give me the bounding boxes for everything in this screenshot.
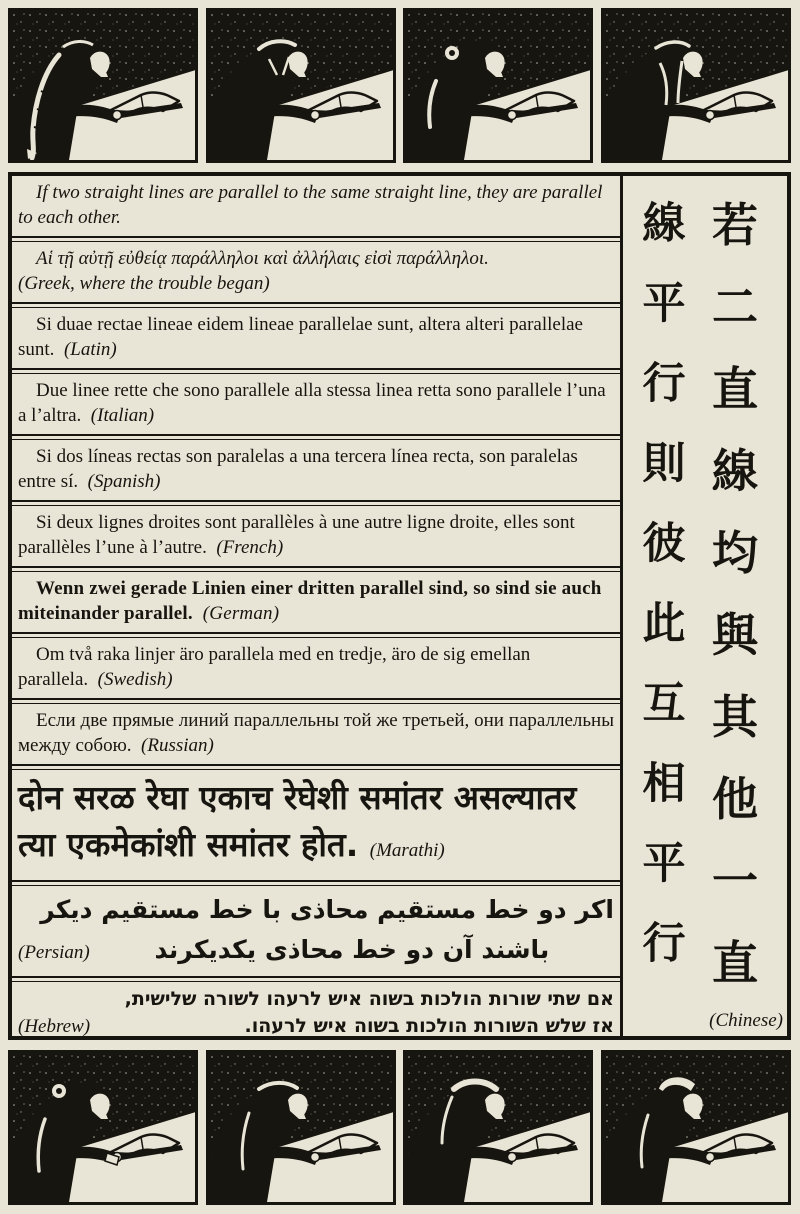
theorem-frame: [8, 172, 791, 1040]
statement-text-english: [18, 180, 614, 230]
chinese-character: 則: [642, 439, 686, 489]
statement-text: Due linee rette che sono parallele alla stessa linea retta sono parallele l’una a l’altra.: [18, 380, 606, 426]
reading-child-bun-icon: [406, 11, 590, 160]
top-panel-girl-braid-illustration: [8, 8, 198, 163]
chinese-outer-column: [693, 184, 777, 1004]
statement-italian: [12, 374, 620, 434]
reading-child-bun2-icon: [11, 1053, 195, 1202]
chinese-character: 互: [642, 679, 686, 729]
statement-russian: [12, 704, 620, 764]
chinese-column: [623, 176, 787, 1036]
top-illustration-strip: [8, 8, 791, 164]
statement-text-italian: [18, 378, 614, 428]
statement-text: If two straight lines are parallel to the same straight line, they are parallel to each other.: [18, 182, 603, 228]
statement-marathi: [12, 770, 620, 880]
chinese-character: 他: [712, 772, 758, 826]
reading-child-boy-icon: [209, 11, 393, 160]
language-label-latin: (Latin): [63, 339, 117, 360]
reading-child-braid-icon: [11, 11, 195, 160]
reading-child-boy2-icon: [209, 1053, 393, 1202]
statement-text: Si dos líneas rectas son paralelas a una tercera línea recta, son paralelas entre sí.: [18, 446, 578, 492]
language-label-persian: (Persian): [18, 942, 90, 963]
statement-german: [12, 572, 620, 632]
chinese-character: 與: [712, 608, 758, 662]
reading-child-skullcap-icon: [604, 1053, 788, 1202]
bottom-panel-girl-bun-illustration: [8, 1050, 198, 1205]
statement-hebrew: [12, 982, 620, 1036]
top-panel-boy-vest-illustration: [601, 8, 791, 163]
persian-second-line: [18, 930, 614, 970]
statement-text-hebrew-line1: אם שתי שורות הולכות בשוה איש לרעהו לשורה שלישית,: [124, 988, 614, 1010]
language-label-chinese: (Chinese): [709, 1010, 783, 1031]
statement-greek: [12, 242, 620, 302]
statement-text-swedish: [18, 642, 614, 692]
statement-swedish: [12, 638, 620, 698]
language-label-hebrew: (Hebrew): [18, 1016, 91, 1036]
statement-persian: [12, 886, 620, 976]
chinese-character: 平: [642, 279, 686, 329]
chinese-character: 直: [712, 936, 758, 990]
statement-text: त्या एकमेकांशी समांतर होत.: [18, 825, 359, 864]
chinese-character: 均: [712, 526, 758, 580]
chinese-character: 此: [642, 599, 686, 649]
chinese-character: 直: [712, 362, 758, 416]
reading-child-headscarf-icon: [406, 1053, 590, 1202]
bottom-panel-boy-skullcap-illustration: [601, 1050, 791, 1205]
chinese-character: 行: [642, 359, 686, 409]
language-label-german: (German): [202, 603, 280, 624]
chinese-character: 相: [642, 759, 686, 809]
statement-text: Si duae rectae lineae eidem lineae parallelae sunt, altera alteri parallelae sunt.: [18, 314, 583, 360]
statement-text: Αἱ τῇ αὐτῇ εὐθείᾳ παράλληλοι καὶ ἀλλήλαις εἰσὶ παράλληλοι.: [36, 248, 489, 269]
language-label-swedish: (Swedish): [97, 669, 173, 690]
statement-text-marathi-line1: दोन सरळ रेघा एकाच रेघेशी समांतर असल्यातर: [18, 778, 577, 817]
chinese-character: 線: [712, 444, 758, 498]
statement-latin: [12, 308, 620, 368]
statement-text-spanish: [18, 444, 614, 494]
top-panel-girl-bun-illustration: [403, 8, 593, 163]
chinese-character: 其: [712, 690, 758, 744]
statement-french: [12, 506, 620, 566]
reading-child-vest-icon: [604, 11, 788, 160]
language-label-greek: (Greek, where the trouble began): [18, 273, 270, 294]
language-label-marathi: (Marathi): [369, 840, 445, 861]
statement-text: Om två raka linjer äro parallela med en tredje, äro de sig emellan parallela.: [18, 644, 531, 690]
translations-column: [12, 176, 620, 1036]
statement-text-latin: [18, 312, 614, 362]
statement-text: Si deux lignes droites sont parallèles à une autre ligne droite, elles sont parallèles l’une à l’autre.: [18, 512, 575, 558]
statement-text-german: [18, 576, 614, 626]
statement-text: Wenn zwei gerade Linien einer dritten parallel sind, so sind sie auch miteinander parallel.: [18, 578, 602, 624]
chinese-character: 一: [712, 854, 758, 908]
chinese-character: 線: [642, 199, 686, 249]
bottom-panel-girl-headscarf-illustration: [403, 1050, 593, 1205]
statement-text-persian-line2: باشند آن دو خط محاذى يكديكرند: [154, 935, 550, 964]
statement-text-persian-line1: اكر دو خط مستقيم محاذى با خط مستقيم ديكر: [40, 895, 614, 924]
statement-english: [12, 176, 620, 236]
chinese-inner-column: [629, 184, 699, 984]
bottom-panel-boy-illustration: [206, 1050, 396, 1205]
statement-text-greek: [18, 246, 614, 296]
chinese-character: 若: [712, 198, 758, 252]
hebrew-second-line: [18, 1013, 614, 1036]
bottom-illustration-strip: [8, 1050, 791, 1206]
chinese-character: 彼: [642, 519, 686, 569]
language-label-french: (French): [216, 537, 284, 558]
statement-text-marathi-line2: [18, 821, 614, 874]
statement-text-french: [18, 510, 614, 560]
statement-text: Если две прямые линий параллельны той же третьей, они параллельны между собою.: [18, 710, 614, 756]
statement-text-russian: [18, 708, 614, 758]
language-label-spanish: (Spanish): [87, 471, 161, 492]
statement-spanish: [12, 440, 620, 500]
chinese-character: 二: [712, 280, 758, 334]
chinese-character: 行: [642, 919, 686, 969]
top-panel-boy-illustration: [206, 8, 396, 163]
language-label-russian: (Russian): [141, 735, 214, 756]
statement-text-hebrew-line2: אז שלש השורות הולכות בשוה איש לרעהו.: [244, 1015, 614, 1036]
chinese-character: 平: [642, 839, 686, 889]
language-label-italian: (Italian): [90, 405, 155, 426]
